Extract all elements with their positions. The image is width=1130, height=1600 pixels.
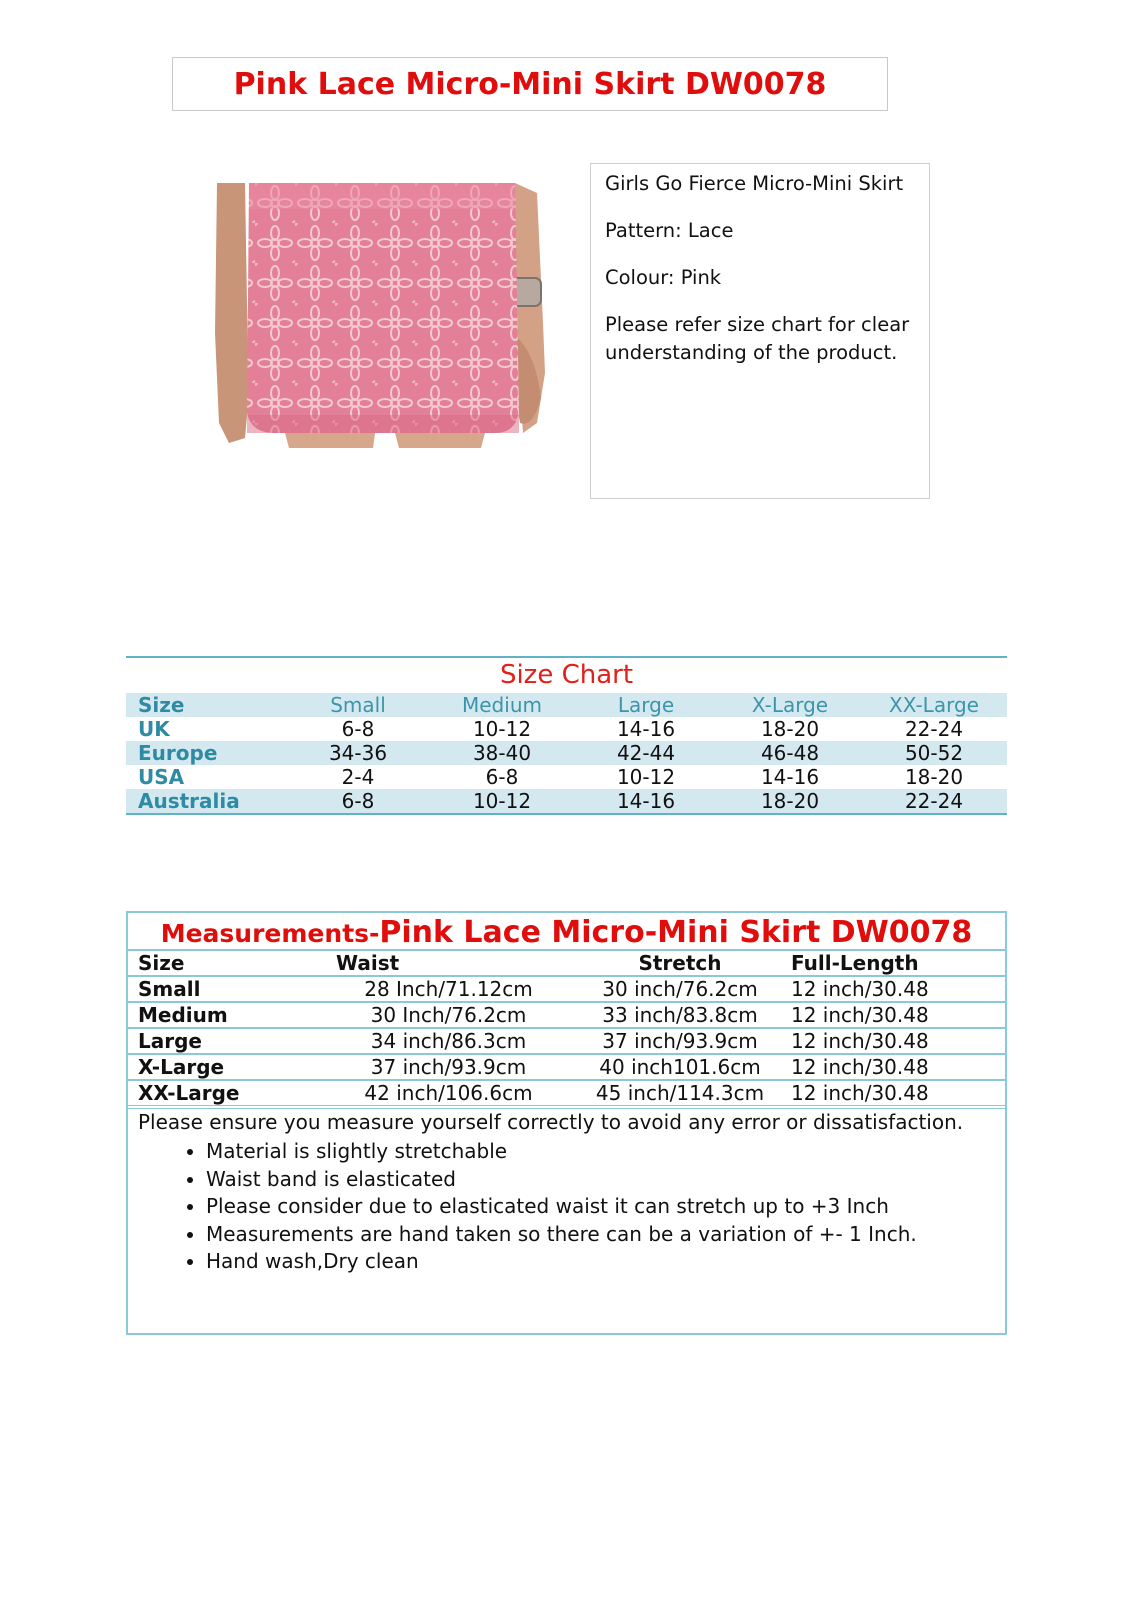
row-label: Europe (138, 741, 218, 765)
table-cell: 22-24 (904, 717, 964, 741)
table-cell: 38-40 (472, 741, 532, 765)
size-chart-header (126, 693, 1007, 717)
divider (126, 813, 1007, 815)
table-cell: 14-16 (616, 717, 676, 741)
header-cell: Size (138, 951, 185, 975)
table-row (128, 1003, 1005, 1029)
header-cell: Stretch (638, 951, 722, 975)
size-note: Please refer size chart for clear understanding of the product. (605, 313, 910, 364)
row-label: UK (138, 717, 170, 741)
table-cell: 33 inch/83.8cm (602, 1003, 758, 1027)
table-cell: 42-44 (616, 741, 676, 765)
table-cell: 12 inch/30.48 (791, 977, 929, 1001)
table-cell: 14-16 (616, 789, 676, 813)
table-cell: 18-20 (760, 789, 820, 813)
table-cell: 10-12 (472, 717, 532, 741)
header-cell: XX-Large (889, 693, 979, 717)
product-image (215, 183, 555, 448)
colour-text: Colour: Pink (605, 266, 722, 289)
size-chart-title: Size Chart (499, 660, 634, 690)
title-box (172, 57, 888, 111)
list-item: • Waist band is elasticated (206, 1166, 995, 1194)
table-cell: 12 inch/30.48 (791, 1081, 929, 1105)
row-label: Medium (138, 1003, 228, 1027)
table-cell: 40 inch101.6cm (599, 1055, 761, 1079)
header-cell: Full-Length (791, 951, 919, 975)
table-cell: 34-36 (328, 741, 388, 765)
list-item: • Material is slightly stretchable (206, 1138, 995, 1166)
header-cell: Medium (462, 693, 542, 717)
row-label: Australia (138, 789, 240, 813)
table-cell: 18-20 (760, 717, 820, 741)
table-row (126, 765, 1007, 789)
table-cell: 12 inch/30.48 (791, 1029, 929, 1053)
table-cell: 6-8 (485, 765, 519, 789)
page-title: Pink Lace Micro-Mini Skirt DW0078 (233, 66, 827, 102)
table-row (128, 1081, 1005, 1109)
table-cell: 28 Inch/71.12cm (364, 977, 533, 1001)
row-label: XX-Large (138, 1081, 240, 1105)
table-row (128, 1055, 1005, 1081)
description-box (590, 163, 930, 499)
table-cell: 30 Inch/76.2cm (370, 1003, 527, 1027)
header-cell: Size (138, 693, 185, 717)
table-cell: 18-20 (904, 765, 964, 789)
row-label: USA (138, 765, 185, 789)
measurements-title-prefix: Measurements- (160, 919, 380, 948)
table-cell: 22-24 (904, 789, 964, 813)
measurements-header (128, 951, 1005, 977)
table-cell: 6-8 (341, 717, 375, 741)
table-cell: 45 inch/114.3cm (595, 1081, 765, 1105)
table-cell: 30 inch/76.2cm (602, 977, 758, 1001)
row-label: X-Large (138, 1055, 225, 1079)
table-row (126, 741, 1007, 765)
table-cell: 10-12 (616, 765, 676, 789)
table-cell: 12 inch/30.48 (791, 1055, 929, 1079)
list-item: • Hand wash,Dry clean (206, 1248, 995, 1276)
header-cell: Small (330, 693, 386, 717)
list-item: • Please consider due to elasticated waist it can stretch up to +3 Inch (206, 1193, 995, 1221)
table-cell: 50-52 (904, 741, 964, 765)
measurements-notes (128, 1109, 1005, 1276)
measurements-box (126, 911, 1007, 1335)
size-chart (126, 656, 1007, 815)
product-name: Girls Go Fierce Micro-Mini Skirt (605, 172, 904, 195)
measurements-title (128, 913, 1005, 951)
measure-note: Please ensure you measure yourself correctly to avoid any error or dissatisfaction. (138, 1110, 964, 1134)
row-label: Large (138, 1029, 202, 1053)
table-cell: 34 inch/86.3cm (370, 1029, 527, 1053)
row-label: Small (138, 977, 201, 1001)
list-item: • Measurements are hand taken so there can be a variation of +- 1 Inch. (206, 1221, 995, 1249)
header-cell: Waist (336, 951, 400, 975)
table-cell: 6-8 (341, 789, 375, 813)
pattern-text: Pattern: Lace (605, 219, 734, 242)
care-list (138, 1138, 995, 1276)
table-cell: 42 inch/106.6cm (364, 1081, 533, 1105)
table-cell: 14-16 (760, 765, 820, 789)
table-row (128, 1029, 1005, 1055)
header-cell: Large (617, 693, 675, 717)
table-row (128, 977, 1005, 1003)
table-cell: 12 inch/30.48 (791, 1003, 929, 1027)
table-cell: 10-12 (472, 789, 532, 813)
table-row (126, 717, 1007, 741)
table-cell: 2-4 (341, 765, 375, 789)
measurements-title-main: Pink Lace Micro-Mini Skirt DW0078 (379, 915, 973, 950)
table-cell: 37 inch/93.9cm (602, 1029, 758, 1053)
header-cell: X-Large (751, 693, 829, 717)
table-cell: 37 inch/93.9cm (370, 1055, 527, 1079)
table-cell: 46-48 (760, 741, 820, 765)
table-row (126, 789, 1007, 813)
